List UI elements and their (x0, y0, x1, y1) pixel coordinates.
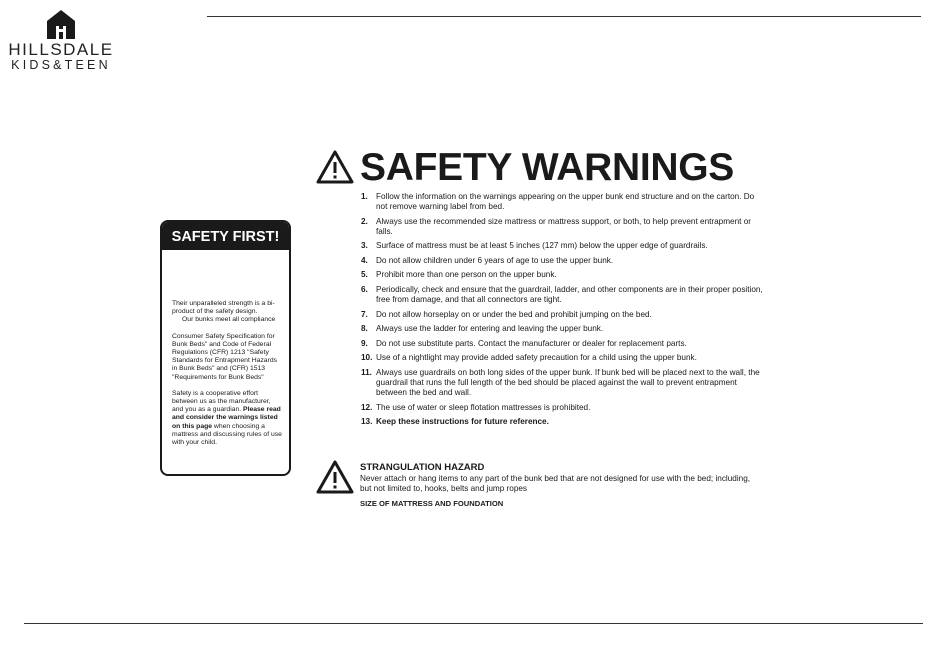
item-number: 6. (361, 284, 368, 294)
item-number: 9. (361, 338, 368, 348)
item-number: 12. (361, 402, 373, 412)
hazard-title: STRANGULATION HAZARD (360, 462, 485, 473)
top-divider (207, 16, 921, 17)
item-number: 7. (361, 309, 368, 319)
hazard-subheading: SIZE OF MATTRESS AND FOUNDATION (360, 499, 504, 508)
house-icon (46, 9, 76, 39)
list-item (361, 368, 766, 398)
safety-first-p3c: when choosing a mattress and discussing rules of use with your child. (172, 422, 282, 447)
warning-triangle-icon (316, 150, 354, 184)
item-text: Do not use substitute parts. Contact the manufacturer or dealer for replacement parts. (376, 338, 687, 348)
item-number: 8. (361, 324, 368, 334)
safety-first-box (160, 220, 291, 476)
list-item (361, 256, 766, 266)
list-item (361, 192, 766, 212)
item-number: 5. (361, 270, 368, 280)
list-item (361, 353, 766, 363)
safety-first-p1a: Their unparalleled strength is a bi-product of the safety design. (172, 300, 275, 316)
list-item (361, 310, 766, 320)
item-text: Prohibit more than one person on the upper bunk. (376, 270, 557, 280)
item-text: Always use the recommended size mattress or mattress support, or both, to help prevent entrapment or falls. (376, 216, 751, 236)
list-item (361, 285, 766, 305)
item-text: Do not allow children under 6 years of age to use the upper bunk. (376, 255, 614, 265)
item-text: Periodically, check and ensure that the guardrail, ladder, and other components are in their proper position, free from damage, and that all connectors are tight. (376, 284, 763, 304)
list-item (361, 217, 766, 237)
safety-first-p3b: Please read and consider the warnings listed on this page (172, 406, 281, 430)
item-number: 1. (361, 192, 368, 201)
brand-logo (6, 9, 116, 72)
warning-triangle-icon (316, 460, 354, 494)
list-item (361, 270, 766, 280)
bottom-divider (24, 623, 923, 624)
item-number: 13. (361, 417, 373, 427)
item-text: Always use the ladder for entering and leaving the upper bunk. (376, 324, 604, 334)
item-text: Surface of mattress must be at least 5 inches (127 mm) below the upper edge of guardrails. (376, 241, 708, 251)
item-number: 11. (361, 367, 372, 377)
list-item (361, 417, 766, 427)
item-number: 2. (361, 216, 368, 226)
item-text: Keep these instructions for future reference. (376, 417, 549, 427)
safety-first-title: SAFETY FIRST! (162, 222, 289, 250)
item-number: 3. (361, 241, 368, 251)
brand-name: HILLSDALE (8, 40, 114, 59)
list-item (361, 403, 766, 413)
item-text: Do not allow horseplay on or under the bed and prohibit jumping on the bed. (376, 309, 652, 319)
item-number: 4. (361, 255, 368, 265)
safety-first-paragraph-1 (172, 300, 283, 325)
item-text: Always use guardrails on both long sides of the upper bunk. If bunk bed will be placed next to the wall, the guardrail that runs the full length of the bed should be placed against the wall to prevent entrapment between the bed and wall. (376, 367, 760, 397)
list-item (361, 339, 766, 349)
item-text: Follow the information on the warnings appearing on the upper bunk end structure and on the carton. Do not remove warning label from bed. (376, 192, 755, 211)
safety-first-p1b: Our bunks meet all compliance (182, 316, 276, 324)
list-item (361, 241, 766, 251)
warnings-list (361, 192, 766, 432)
item-text: The use of water or sleep flotation mattresses is prohibited. (376, 402, 591, 412)
safety-first-paragraph-3 (172, 390, 283, 447)
hazard-description: Never attach or hang items to any part of the bunk bed that are not designed for use with the bed; including, but not limited to, hooks, belts and jump ropes (360, 474, 751, 493)
list-item (361, 324, 766, 334)
page-title: SAFETY WARNINGS (360, 146, 734, 189)
item-text: Use of a nightlight may provide added safety precaution for a child using the upper bunk. (376, 353, 697, 363)
safety-first-paragraph-2: Consumer Safety Specification for Bunk Beds" and Code of Federal Regulations (CFR) 1213 "Safety Standards for Entrapment Hazards in Bunk Beds" and (CFR) 1513 "Requirements for Bunk Beds" (172, 332, 278, 381)
safety-first-p3a: Safety is a cooperative effort between us as the manufacturer, and you as a guardian. (172, 389, 271, 414)
brand-tagline: KIDS&TEEN (11, 58, 111, 72)
item-number: 10. (361, 353, 373, 363)
